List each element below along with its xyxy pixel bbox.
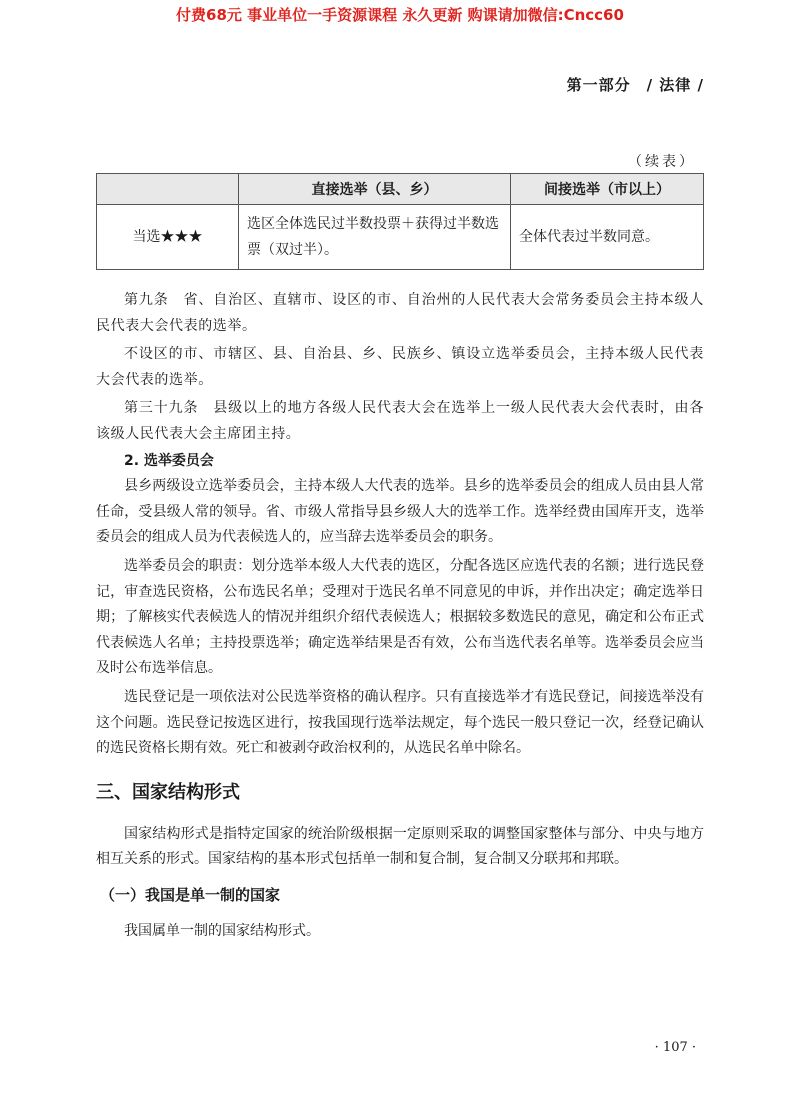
paragraph: 第三十九条 县级以上的地方各级人民代表大会在选举上一级人民代表大会代表时，由各该级人民代表大会主席团主持。: [96, 400, 704, 442]
cell-indirect: 全体代表过半数同意。: [511, 205, 704, 270]
paragraph: 国家结构形式是指特定国家的统治阶级根据一定原则采取的调整国家整体与部分、中央与地方相互关系的形式。国家结构的基本形式包括单一制和复合制，复合制又分联邦和邦联。: [96, 825, 704, 868]
page-number: · 107 ·: [654, 1040, 696, 1055]
watermark-banner: 付费68元 事业单位一手资源课程 永久更新 购课请加微信:Cncc60: [176, 6, 624, 24]
election-comparison-table: [96, 173, 704, 270]
document-body: [96, 288, 704, 944]
table-header-indirect: 间接选举（市以上）: [511, 174, 704, 205]
cell-direct: 选区全体选民过半数投票＋获得过半数选票（双过半）。: [239, 205, 511, 270]
table-header-row: [97, 174, 704, 205]
paragraph: 选举委员会的职责：划分选举本级人大代表的选区，分配各选区应选代表的名额；进行选民登记，审查选民资格，公布选民名单；受理对于选民名单不同意见的申诉，并作出决定；确定选举日期；了解核实代表候选人的情况并组织介绍代表候选人；根据较多数选民的意见，确定和公布正式代表候选人名单；主持投票选举；确定选举结果是否有效，公布当选代表名单等。选举委员会应当及时公布选举信息。: [96, 557, 704, 677]
paragraph: 县乡两级设立选举委员会，主持本级人大代表的选举。县乡的选举委员会的组成人员由县人常任命，受县级人常的领导。省、市级人常指导县乡级人大的选举工作。选举经费由国库开支，选举委员会的组成人员为代表候选人的，应当辞去选举委员会的职务。: [96, 478, 704, 546]
table-row: [97, 205, 704, 270]
subsection-heading: （一）我国是单一制的国家: [100, 885, 281, 904]
table-header-direct: 直接选举（县、乡）: [239, 174, 511, 205]
paragraph: 我国属单一制的国家结构形式。: [124, 922, 320, 939]
paragraph: 不设区的市、市辖区、县、自治县、乡、民族乡、镇设立选举委员会，主持本级人民代表大会代表的选举。: [96, 346, 704, 388]
continued-note: （续表）: [628, 154, 696, 170]
paragraph: 选民登记是一项依法对公民选举资格的确认程序。只有直接选举才有选民登记，间接选举没有这个问题。选民登记按选区进行，按我国现行选举法规定，每个选民一般只登记一次，经登记确认的选民资格长期有效。死亡和被剥夺政治权利的，从选民名单中除名。: [96, 688, 704, 757]
section-header: 第一部分 / 法律 /: [566, 76, 704, 94]
row-label: 当选★★★: [97, 205, 239, 270]
table-header-empty: [97, 174, 239, 205]
subheading-election-committee: 2. 选举委员会: [124, 452, 214, 469]
paragraph: 第九条 省、自治区、直辖市、设区的市、自治州的人民代表大会常务委员会主持本级人民代表大会代表的选举。: [96, 292, 704, 334]
section-heading: 三、国家结构形式: [96, 781, 240, 803]
